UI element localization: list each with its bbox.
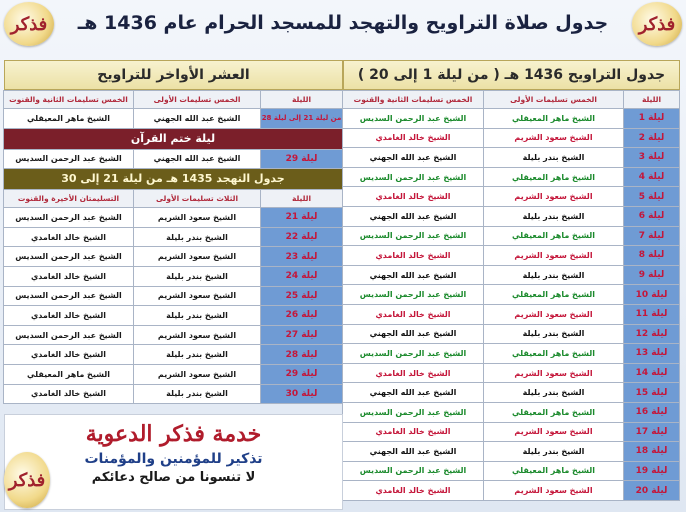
night-cell: ليلة 29	[261, 149, 343, 169]
night-cell: ليلة 14	[624, 363, 680, 383]
night-cell: ليلة 7	[624, 226, 680, 246]
night-cell: ليلة 20	[624, 481, 680, 501]
imam-cell: الشيخ بندر بليلة	[484, 442, 624, 462]
table-row	[343, 481, 680, 501]
imam-cell: الشيخ بندر بليلة	[484, 206, 624, 226]
service-box	[4, 414, 343, 510]
imam-cell: الشيخ سعود الشريم	[484, 363, 624, 383]
imam-cell: الشيخ ماهر المعيقلي	[484, 402, 624, 422]
night-cell: ليلة 6	[624, 206, 680, 226]
taraweeh-table-1-20	[343, 60, 680, 501]
table-row	[4, 208, 343, 228]
left-table-header: العشر الأواخر للتراويح	[4, 60, 343, 90]
column-header-night: الليلة	[624, 91, 680, 109]
imam-cell: الشيخ عبد الرحمن السديس	[343, 109, 484, 129]
table-row	[4, 227, 343, 247]
service-subtitle: تذكير للمؤمنين والمؤمنات	[84, 451, 263, 467]
night-cell: ليلة 5	[624, 187, 680, 207]
fathakkir-logo: فذكر	[632, 2, 682, 46]
imam-cell: الشيخ خالد الغامدي	[4, 306, 134, 326]
quran-completion-banner: ليلة ختم القرآن	[4, 128, 343, 149]
imam-cell: الشيخ ماهر المعيقلي	[484, 461, 624, 481]
imam-cell: الشيخ عبد الرحمن السديس	[343, 344, 484, 364]
imam-cell: الشيخ عبد الله الجهني	[343, 442, 484, 462]
night-cell: ليلة 10	[624, 285, 680, 305]
imam-cell: الشيخ بندر بليلة	[134, 345, 261, 365]
table-row	[343, 187, 680, 207]
imam-cell: الشيخ خالد الغامدي	[343, 304, 484, 324]
imam-cell: الشيخ عبد الرحمن السديس	[4, 149, 134, 169]
night-cell: ليلة 3	[624, 148, 680, 168]
table-row	[343, 109, 680, 129]
table-row	[343, 226, 680, 246]
imam-cell: الشيخ سعود الشريم	[484, 481, 624, 501]
tahajjud-banner: جدول التهجد 1435 هـ من ليلة 21 إلى 30	[4, 169, 343, 190]
service-note: لا تنسونا من صالح دعائكم	[91, 470, 256, 485]
night-cell: ليلة 23	[261, 247, 343, 267]
night-cell: ليلة 13	[624, 344, 680, 364]
table-row	[343, 304, 680, 324]
table-row	[343, 363, 680, 383]
night-cell: ليلة 16	[624, 402, 680, 422]
table-row	[4, 384, 343, 404]
imam-cell: الشيخ خالد الغامدي	[343, 363, 484, 383]
column-header-first: الخمس تسليمات الأولى	[134, 91, 261, 109]
night-cell: ليلة 9	[624, 265, 680, 285]
imam-cell: الشيخ عبد الرحمن السديس	[343, 461, 484, 481]
table-header-row	[4, 91, 343, 109]
imam-cell: الشيخ سعود الشريم	[484, 304, 624, 324]
night-cell: ليلة 21	[261, 208, 343, 228]
imam-cell: الشيخ ماهر المعيقلي	[484, 285, 624, 305]
night-cell: ليلة 4	[624, 167, 680, 187]
column-header-second: الخمس تسليمات الثانية والقنوت	[343, 91, 484, 109]
imam-cell: الشيخ عبد الرحمن السديس	[343, 167, 484, 187]
service-title: خدمة فذكر الدعوية	[85, 421, 262, 447]
night-cell: ليلة 30	[261, 384, 343, 404]
column-header-first: الخمس تسليمات الأولى	[484, 91, 624, 109]
table-row	[343, 422, 680, 442]
table-row	[343, 285, 680, 305]
night-cell: ليلة 18	[624, 442, 680, 462]
imam-cell: الشيخ عبد الرحمن السديس	[4, 247, 134, 267]
imam-cell: الشيخ خالد الغامدي	[343, 187, 484, 207]
table-row	[4, 109, 343, 129]
last-ten-section	[4, 60, 343, 404]
night-cell: ليلة 12	[624, 324, 680, 344]
imam-cell: الشيخ بندر بليلة	[134, 384, 261, 404]
night-cell: ليلة 29	[261, 364, 343, 384]
table-row	[4, 325, 343, 345]
imam-cell: الشيخ خالد الغامدي	[4, 345, 134, 365]
imam-cell: الشيخ عبد الله الجهني	[343, 265, 484, 285]
night-cell: ليلة 26	[261, 306, 343, 326]
imam-cell: الشيخ عبد الرحمن السديس	[4, 286, 134, 306]
table-row	[343, 383, 680, 403]
imam-cell: الشيخ عبد الله الجهني	[343, 148, 484, 168]
imam-cell: الشيخ ماهر المعيقلي	[484, 344, 624, 364]
night-cell: ليلة 24	[261, 266, 343, 286]
night-cell: ليلة 8	[624, 246, 680, 266]
imam-cell: الشيخ بندر بليلة	[134, 227, 261, 247]
night-cell: ليلة 15	[624, 383, 680, 403]
night-cell: ليلة 1	[624, 109, 680, 129]
table-row	[343, 344, 680, 364]
column-header-second: الخمس تسليمات الثانية والقنوت	[4, 91, 134, 109]
imam-cell: الشيخ بندر بليلة	[484, 324, 624, 344]
imam-cell: الشيخ بندر بليلة	[484, 383, 624, 403]
imam-cell: الشيخ عبد الله الجهني	[343, 324, 484, 344]
table-row	[343, 206, 680, 226]
imam-cell: الشيخ عبد الرحمن السديس	[343, 226, 484, 246]
night-cell: ليلة 19	[624, 461, 680, 481]
column-header-night: الليلة	[261, 91, 343, 109]
imam-cell: الشيخ ماهر المعيقلي	[4, 109, 134, 129]
imam-cell: الشيخ عبد الرحمن السديس	[343, 285, 484, 305]
column-header-first: الثلاث تسليمات الأولى	[134, 190, 261, 208]
imam-cell: الشيخ سعود الشريم	[484, 246, 624, 266]
imam-cell: الشيخ خالد الغامدي	[4, 384, 134, 404]
fathakkir-logo: فذكر	[4, 452, 50, 508]
night-cell: من ليلة 21 إلى ليلة 28	[261, 109, 343, 129]
table-row	[343, 148, 680, 168]
imam-cell: الشيخ سعود الشريم	[484, 422, 624, 442]
fathakkir-logo: فذكر	[4, 2, 54, 46]
night-cell: ليلة 11	[624, 304, 680, 324]
imam-cell: الشيخ ماهر المعيقلي	[4, 364, 134, 384]
table-row	[343, 128, 680, 148]
table-row	[4, 345, 343, 365]
imam-cell: الشيخ سعود الشريم	[134, 364, 261, 384]
imam-cell: الشيخ بندر بليلة	[484, 265, 624, 285]
table-row	[343, 246, 680, 266]
table-row	[4, 306, 343, 326]
imam-cell: الشيخ ماهر المعيقلي	[484, 226, 624, 246]
imam-cell: الشيخ عبد الرحمن السديس	[343, 402, 484, 422]
night-cell: ليلة 17	[624, 422, 680, 442]
imam-cell: الشيخ خالد الغامدي	[343, 128, 484, 148]
imam-cell: الشيخ سعود الشريم	[484, 128, 624, 148]
night-cell: ليلة 22	[261, 227, 343, 247]
imam-cell: الشيخ خالد الغامدي	[343, 481, 484, 501]
imam-cell: الشيخ سعود الشريم	[134, 325, 261, 345]
table-row	[4, 364, 343, 384]
imam-cell: الشيخ سعود الشريم	[134, 286, 261, 306]
imam-cell: الشيخ عبد الرحمن السديس	[4, 325, 134, 345]
table-row	[343, 324, 680, 344]
imam-cell: الشيخ عبد الله الجهني	[134, 149, 261, 169]
imam-cell: الشيخ خالد الغامدي	[4, 266, 134, 286]
imam-cell: الشيخ بندر بليلة	[134, 266, 261, 286]
imam-cell: الشيخ خالد الغامدي	[343, 246, 484, 266]
table-row	[343, 442, 680, 462]
imam-cell: الشيخ عبد الله الجهني	[134, 109, 261, 129]
night-cell: ليلة 27	[261, 325, 343, 345]
imam-cell: الشيخ خالد الغامدي	[4, 227, 134, 247]
table-row	[343, 167, 680, 187]
table-row	[4, 247, 343, 267]
page-title: جدول صلاة التراويح والتهجد للمسجد الحرام عام 1436 هـ	[77, 12, 609, 34]
table-row	[343, 461, 680, 481]
table-row	[343, 265, 680, 285]
imam-cell: الشيخ ماهر المعيقلي	[484, 167, 624, 187]
imam-cell: الشيخ عبد الله الجهني	[343, 206, 484, 226]
table-header-row	[4, 190, 343, 208]
night-cell: ليلة 2	[624, 128, 680, 148]
imam-cell: الشيخ بندر بليلة	[484, 148, 624, 168]
taraweeh-schedule-table	[342, 90, 680, 501]
imam-cell: الشيخ عبد الله الجهني	[343, 383, 484, 403]
last-ten-table	[3, 90, 343, 404]
night-cell: ليلة 28	[261, 345, 343, 365]
table-row	[4, 149, 343, 169]
night-cell: ليلة 25	[261, 286, 343, 306]
imam-cell: الشيخ سعود الشريم	[484, 187, 624, 207]
imam-cell: الشيخ ماهر المعيقلي	[484, 109, 624, 129]
imam-cell: الشيخ بندر بليلة	[134, 306, 261, 326]
table-row	[4, 286, 343, 306]
right-table-header: جدول التراويح 1436 هـ ( من ليلة 1 إلى 20 )	[343, 60, 680, 90]
imam-cell: الشيخ خالد الغامدي	[343, 422, 484, 442]
column-header-night: الليلة	[261, 190, 343, 208]
imam-cell: الشيخ عبد الرحمن السديس	[4, 208, 134, 228]
table-row	[343, 402, 680, 422]
imam-cell: الشيخ سعود الشريم	[134, 208, 261, 228]
table-header-row	[343, 91, 680, 109]
column-header-second: التسليمتان الأخيرة والقنوت	[4, 190, 134, 208]
table-row	[4, 266, 343, 286]
imam-cell: الشيخ سعود الشريم	[134, 247, 261, 267]
